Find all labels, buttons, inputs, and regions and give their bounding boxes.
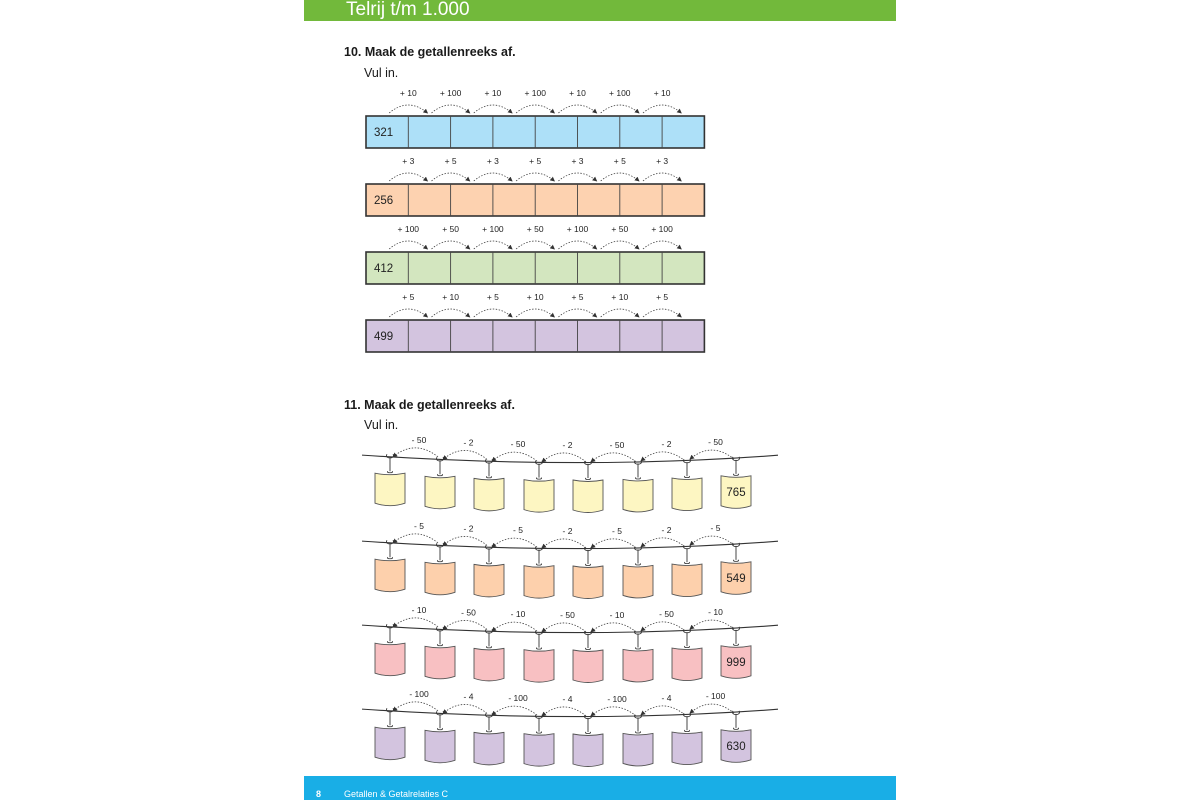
washing-line bbox=[362, 541, 778, 548]
jump-arrow bbox=[601, 309, 639, 317]
book-title: Getallen & Getalrelaties C bbox=[344, 789, 449, 799]
jump-label: + 5 bbox=[486, 292, 499, 302]
jump-label: + 5 bbox=[613, 156, 626, 166]
page-number: 8 bbox=[316, 789, 322, 799]
jump-arrow bbox=[393, 702, 438, 711]
jump-label: - 4 bbox=[562, 693, 573, 704]
jump-arrow bbox=[601, 173, 639, 181]
jump-arrow bbox=[492, 538, 537, 547]
answer-card[interactable] bbox=[672, 545, 702, 597]
exercise-10-instruction: Vul in. bbox=[364, 66, 399, 80]
answer-card[interactable] bbox=[474, 629, 504, 681]
jump-arrow bbox=[431, 241, 469, 249]
jump-label: - 10 bbox=[411, 604, 427, 615]
jump-arrow bbox=[643, 105, 681, 113]
jump-label: - 2 bbox=[562, 525, 573, 536]
answer-card[interactable] bbox=[524, 631, 554, 683]
worksheet-page bbox=[304, 0, 896, 800]
jump-arrow bbox=[690, 450, 734, 459]
answer-cell[interactable] bbox=[493, 320, 535, 352]
answer-card[interactable] bbox=[573, 715, 603, 767]
start-number: 999 bbox=[726, 656, 746, 669]
jump-arrow bbox=[641, 538, 685, 547]
jump-label: + 100 bbox=[482, 224, 504, 234]
start-card bbox=[721, 627, 751, 679]
jump-label: - 50 bbox=[609, 439, 625, 450]
exercise-11-instruction: Vul in. bbox=[364, 418, 399, 432]
jump-arrow bbox=[443, 450, 487, 459]
jump-arrow bbox=[591, 707, 636, 716]
jump-label: + 10 bbox=[526, 292, 544, 302]
answer-card[interactable] bbox=[573, 631, 603, 683]
jump-label: - 10 bbox=[609, 609, 625, 620]
jump-arrow bbox=[431, 309, 469, 317]
answer-card[interactable] bbox=[623, 546, 653, 598]
jump-arrow bbox=[641, 452, 685, 461]
jump-arrow bbox=[393, 534, 438, 543]
jump-label: - 2 bbox=[562, 439, 573, 450]
answer-cell[interactable] bbox=[493, 252, 535, 284]
answer-card[interactable] bbox=[524, 715, 554, 767]
jump-arrow bbox=[492, 706, 537, 715]
jump-arrow bbox=[558, 173, 596, 181]
answer-card[interactable] bbox=[623, 460, 653, 512]
answer-cell[interactable] bbox=[578, 252, 620, 284]
answer-cell[interactable] bbox=[408, 116, 450, 148]
answer-cell[interactable] bbox=[578, 184, 620, 216]
jump-label: + 100 bbox=[397, 224, 420, 234]
jump-label: + 5 bbox=[529, 156, 542, 166]
jump-label: + 50 bbox=[611, 224, 629, 234]
jump-label: + 3 bbox=[486, 156, 499, 166]
jump-label: - 50 bbox=[510, 439, 526, 450]
answer-card[interactable] bbox=[375, 540, 405, 592]
jump-label: - 4 bbox=[463, 691, 474, 702]
jump-arrow bbox=[558, 105, 596, 113]
answer-card[interactable] bbox=[474, 545, 504, 597]
exercise-11-title: 11. Maak de getallenreeks af. bbox=[344, 398, 515, 412]
washing-line bbox=[362, 455, 778, 462]
washing-line bbox=[362, 709, 778, 716]
jump-arrow bbox=[558, 309, 596, 317]
jump-label: + 10 bbox=[653, 88, 671, 98]
jump-arrow bbox=[393, 618, 438, 627]
jump-arrow bbox=[431, 173, 469, 181]
jump-arrow bbox=[558, 241, 596, 249]
page-title: Telrij t/m 1.000 bbox=[346, 0, 470, 20]
answer-cell[interactable] bbox=[535, 252, 577, 284]
start-card bbox=[721, 543, 751, 595]
answer-cell[interactable] bbox=[451, 116, 493, 148]
start-number: 256 bbox=[374, 195, 394, 207]
answer-cell[interactable] bbox=[451, 184, 493, 216]
jump-label: - 50 bbox=[560, 609, 575, 620]
jump-label: - 50 bbox=[659, 608, 674, 619]
answer-cell[interactable] bbox=[620, 320, 662, 352]
jump-arrow bbox=[643, 173, 681, 181]
jump-label: - 5 bbox=[710, 523, 721, 534]
jump-arrow bbox=[389, 173, 427, 181]
jump-label: + 10 bbox=[569, 88, 586, 98]
jump-label: + 50 bbox=[526, 224, 544, 234]
jump-arrow bbox=[431, 105, 469, 113]
jump-arrow bbox=[492, 452, 537, 461]
jump-arrow bbox=[641, 706, 685, 715]
answer-card[interactable] bbox=[524, 461, 554, 513]
answer-card[interactable] bbox=[375, 624, 405, 676]
jump-label: - 2 bbox=[661, 524, 672, 535]
start-number: 630 bbox=[726, 740, 746, 753]
jump-arrow bbox=[516, 105, 554, 113]
jump-label: + 10 bbox=[399, 88, 417, 98]
header-bar bbox=[304, 0, 896, 21]
jump-label: - 50 bbox=[708, 437, 723, 448]
answer-cell[interactable] bbox=[578, 320, 620, 352]
jump-arrow bbox=[474, 173, 512, 181]
jump-label: - 4 bbox=[661, 692, 672, 703]
jump-arrow bbox=[443, 620, 487, 629]
jump-arrow bbox=[492, 622, 537, 631]
answer-cell[interactable] bbox=[408, 184, 450, 216]
jump-label: + 5 bbox=[571, 292, 584, 302]
jump-label: + 100 bbox=[609, 88, 631, 98]
answer-card[interactable] bbox=[425, 543, 455, 595]
answer-cell[interactable] bbox=[493, 116, 535, 148]
number-strip bbox=[304, 222, 724, 292]
jump-arrow bbox=[474, 309, 512, 317]
exercise-10-title: 10. Maak de getallenreeks af. bbox=[344, 45, 516, 59]
jump-label: + 100 bbox=[439, 88, 462, 98]
answer-card[interactable] bbox=[573, 547, 603, 599]
jump-label: - 5 bbox=[612, 525, 622, 536]
jump-arrow bbox=[601, 241, 639, 249]
jump-arrow bbox=[542, 539, 586, 548]
jump-label: - 100 bbox=[409, 688, 429, 699]
jump-label: + 3 bbox=[402, 156, 415, 166]
answer-card[interactable] bbox=[375, 454, 405, 506]
jump-label: + 5 bbox=[656, 292, 669, 302]
answer-cell[interactable] bbox=[662, 252, 704, 284]
answer-card[interactable] bbox=[474, 459, 504, 511]
answer-cell[interactable] bbox=[451, 320, 493, 352]
answer-cell[interactable] bbox=[620, 184, 662, 216]
start-number: 765 bbox=[726, 486, 746, 499]
answer-card[interactable] bbox=[474, 713, 504, 765]
answer-card[interactable] bbox=[375, 708, 405, 760]
jump-arrow bbox=[591, 539, 636, 548]
answer-cell[interactable] bbox=[408, 252, 450, 284]
answer-card[interactable] bbox=[425, 457, 455, 509]
jump-arrow bbox=[591, 623, 636, 632]
jump-label: - 100 bbox=[705, 691, 726, 702]
answer-card[interactable] bbox=[524, 547, 554, 599]
jump-label: + 3 bbox=[656, 156, 669, 166]
answer-cell[interactable] bbox=[662, 116, 704, 148]
jump-arrow bbox=[643, 241, 681, 249]
jump-arrow bbox=[641, 622, 685, 631]
answer-cell[interactable] bbox=[620, 116, 662, 148]
answer-cell[interactable] bbox=[578, 116, 620, 148]
answer-cell[interactable] bbox=[662, 184, 704, 216]
jump-arrow bbox=[542, 623, 586, 632]
jump-arrow bbox=[542, 707, 586, 716]
jump-arrow bbox=[591, 453, 636, 462]
start-card bbox=[721, 711, 751, 763]
jump-arrow bbox=[542, 453, 586, 462]
jump-arrow bbox=[690, 536, 734, 545]
hanging-cards-row bbox=[304, 678, 804, 778]
washing-line bbox=[362, 625, 778, 632]
hanging-cards-row bbox=[304, 424, 804, 524]
jump-label: + 10 bbox=[484, 88, 502, 98]
jump-label: + 50 bbox=[442, 224, 459, 234]
jump-arrow bbox=[393, 448, 438, 457]
answer-card[interactable] bbox=[623, 630, 653, 682]
number-strip bbox=[304, 290, 724, 360]
jump-arrow bbox=[690, 620, 734, 629]
jump-label: - 100 bbox=[508, 693, 528, 704]
jump-label: + 10 bbox=[611, 292, 629, 302]
jump-label: + 100 bbox=[651, 224, 673, 234]
jump-arrow bbox=[474, 241, 512, 249]
start-card bbox=[721, 457, 751, 509]
jump-label: - 50 bbox=[411, 434, 427, 445]
answer-cell[interactable] bbox=[493, 184, 535, 216]
answer-card[interactable] bbox=[672, 459, 702, 511]
jump-label: + 5 bbox=[444, 156, 457, 166]
jump-label: - 2 bbox=[661, 438, 672, 449]
number-strip bbox=[304, 154, 724, 224]
jump-label: - 100 bbox=[607, 693, 627, 704]
jump-arrow bbox=[443, 704, 487, 713]
answer-card[interactable] bbox=[672, 713, 702, 765]
jump-label: - 50 bbox=[461, 607, 476, 618]
answer-card[interactable] bbox=[425, 711, 455, 763]
answer-card[interactable] bbox=[425, 627, 455, 679]
jump-label: + 10 bbox=[442, 292, 459, 302]
answer-cell[interactable] bbox=[662, 320, 704, 352]
jump-label: - 2 bbox=[463, 523, 474, 534]
start-number: 321 bbox=[374, 127, 394, 139]
answer-cell[interactable] bbox=[451, 252, 493, 284]
jump-label: - 2 bbox=[463, 437, 474, 448]
jump-label: - 5 bbox=[414, 520, 424, 531]
jump-arrow bbox=[516, 241, 554, 249]
jump-arrow bbox=[516, 173, 554, 181]
jump-label: + 100 bbox=[566, 224, 589, 234]
start-number: 499 bbox=[374, 331, 394, 343]
jump-arrow bbox=[443, 536, 487, 545]
jump-arrow bbox=[601, 105, 639, 113]
jump-arrow bbox=[389, 241, 427, 249]
jump-label: + 3 bbox=[571, 156, 584, 166]
jump-label: + 100 bbox=[524, 88, 546, 98]
jump-label: - 5 bbox=[513, 525, 523, 536]
jump-arrow bbox=[690, 704, 734, 713]
answer-card[interactable] bbox=[672, 629, 702, 681]
jump-arrow bbox=[389, 309, 427, 317]
jump-arrow bbox=[474, 105, 512, 113]
jump-arrow bbox=[516, 309, 554, 317]
start-number: 549 bbox=[726, 572, 746, 585]
answer-cell[interactable] bbox=[408, 320, 450, 352]
answer-card[interactable] bbox=[623, 714, 653, 766]
answer-cell[interactable] bbox=[620, 252, 662, 284]
jump-label: + 5 bbox=[402, 292, 415, 302]
jump-arrow bbox=[389, 105, 427, 113]
number-strip bbox=[304, 86, 724, 156]
answer-cell[interactable] bbox=[535, 116, 577, 148]
jump-arrow bbox=[643, 309, 681, 317]
jump-label: - 10 bbox=[510, 609, 526, 620]
answer-card[interactable] bbox=[573, 461, 603, 513]
jump-label: - 10 bbox=[708, 607, 723, 618]
answer-cell[interactable] bbox=[535, 320, 577, 352]
start-number: 412 bbox=[374, 263, 394, 275]
answer-cell[interactable] bbox=[535, 184, 577, 216]
